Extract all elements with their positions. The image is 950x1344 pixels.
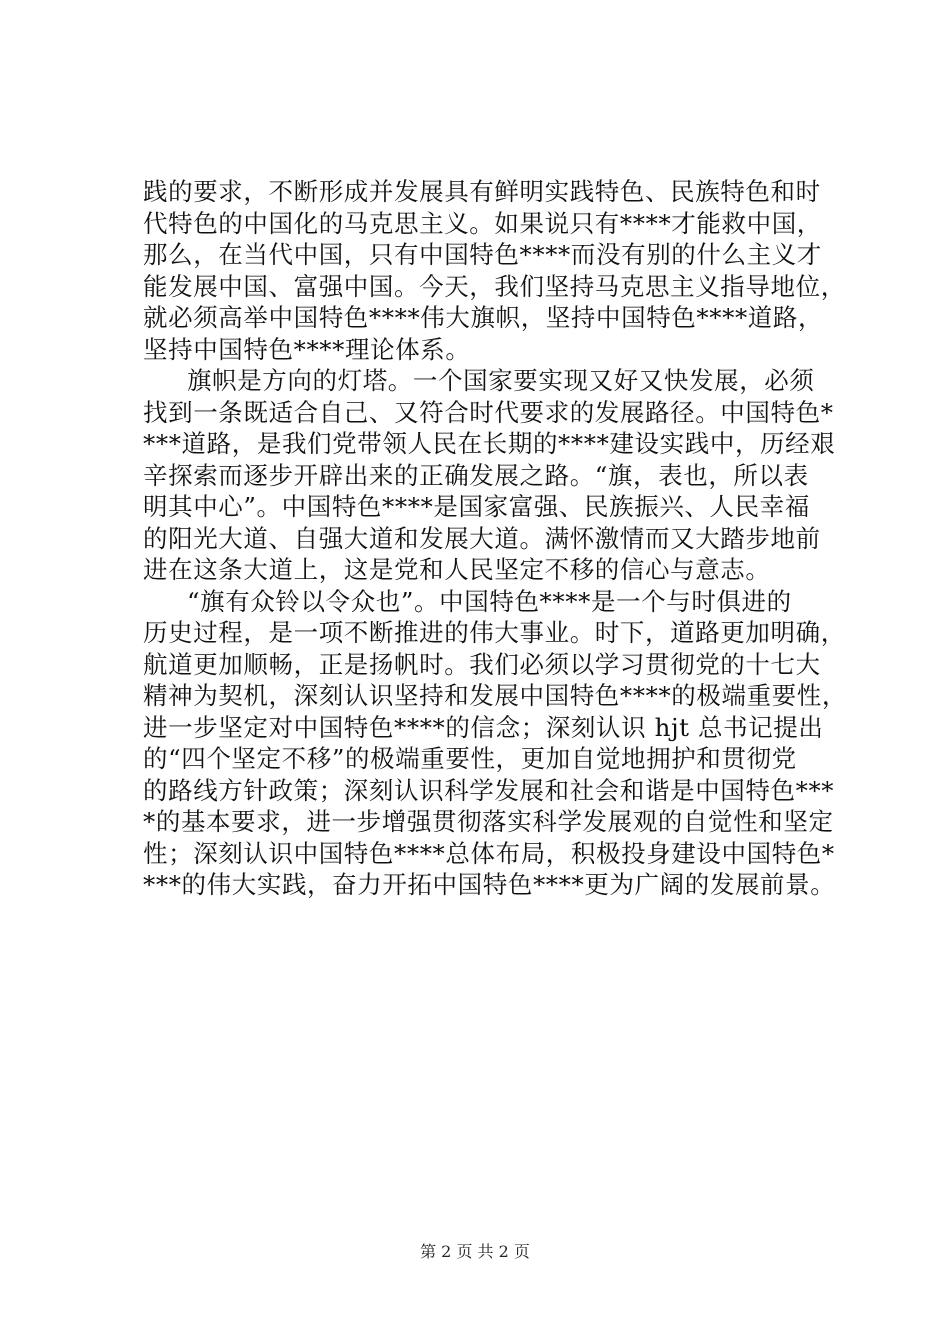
text-line: 历史过程，是一项不断推进的伟大事业。时下，道路更加明确，: [143, 618, 846, 647]
text-line: 能发展中国、富强中国。今天，我们坚持马克思主义指导地位，: [143, 271, 846, 301]
text-line: ***的伟大实践，奋力开拓中国特色****更为广阔的发展前景。: [143, 870, 836, 899]
text-line: 就必须高举中国特色****伟大旗帜，坚持中国特色****道路，: [143, 303, 824, 332]
text-line: 那么，在当代中国，只有中国特色****而没有别的什么主义才: [143, 240, 822, 269]
page-footer: 第 2 页 共 2 页: [420, 1242, 530, 1261]
text-line: 精神为契机，深刻认识坚持和发展中国特色****的极端重要性，: [143, 681, 847, 710]
text-line: *的基本要求，进一步增强贯彻落实科学发展观的自觉性和坚定: [143, 807, 834, 836]
text-line: 的路线方针政策；深刻认识科学发展和社会和谐是中国特色***: [143, 775, 835, 805]
text-line: “旗有众铃以令众也”。中国特色****是一个与时俱进的: [187, 586, 792, 616]
text-line: 的“四个坚定不移”的极端重要性，更加自觉地拥护和贯彻党: [143, 744, 797, 773]
text-line: 代特色的中国化的马克思主义。如果说只有****才能救中国，: [143, 208, 822, 238]
text-line: 旗帜是方向的灯塔。一个国家要实现又好又快发展，必须: [187, 366, 815, 395]
text-line: 践的要求，不断形成并发展具有鲜明实践特色、民族特色和时: [143, 177, 821, 206]
text-line: 找到一条既适合自己、又符合时代要求的发展路径。中国特色*: [143, 397, 834, 427]
text-line: 坚持中国特色****理论体系。: [143, 334, 471, 364]
text-line: 的阳光大道、自强大道和发展大道。满怀激情而又大踏步地前: [143, 523, 821, 553]
document-body: [143, 176, 847, 901]
text-line: 辛探索而逐步开辟出来的正确发展之路。“旗，表也，所以表: [143, 460, 809, 490]
text-line: 进在这条大道上，这是党和人民坚定不移的信心与意志。: [143, 555, 771, 584]
text-line: 性；深刻认识中国特色****总体布局，积极投身建设中国特色*: [143, 838, 835, 868]
text-line: 进一步坚定对中国特色****的信念；深刻认识 hjt 总书记提出: [143, 712, 824, 742]
text-line: 航道更加顺畅，正是扬帆时。我们必须以学习贯彻党的十七大: [143, 649, 821, 679]
text-line: 明其中心”。中国特色****是国家富强、民族振兴、人民幸福: [143, 492, 810, 521]
text-line: ***道路，是我们党带领人民在长期的****建设实践中，历经艰: [143, 429, 836, 458]
